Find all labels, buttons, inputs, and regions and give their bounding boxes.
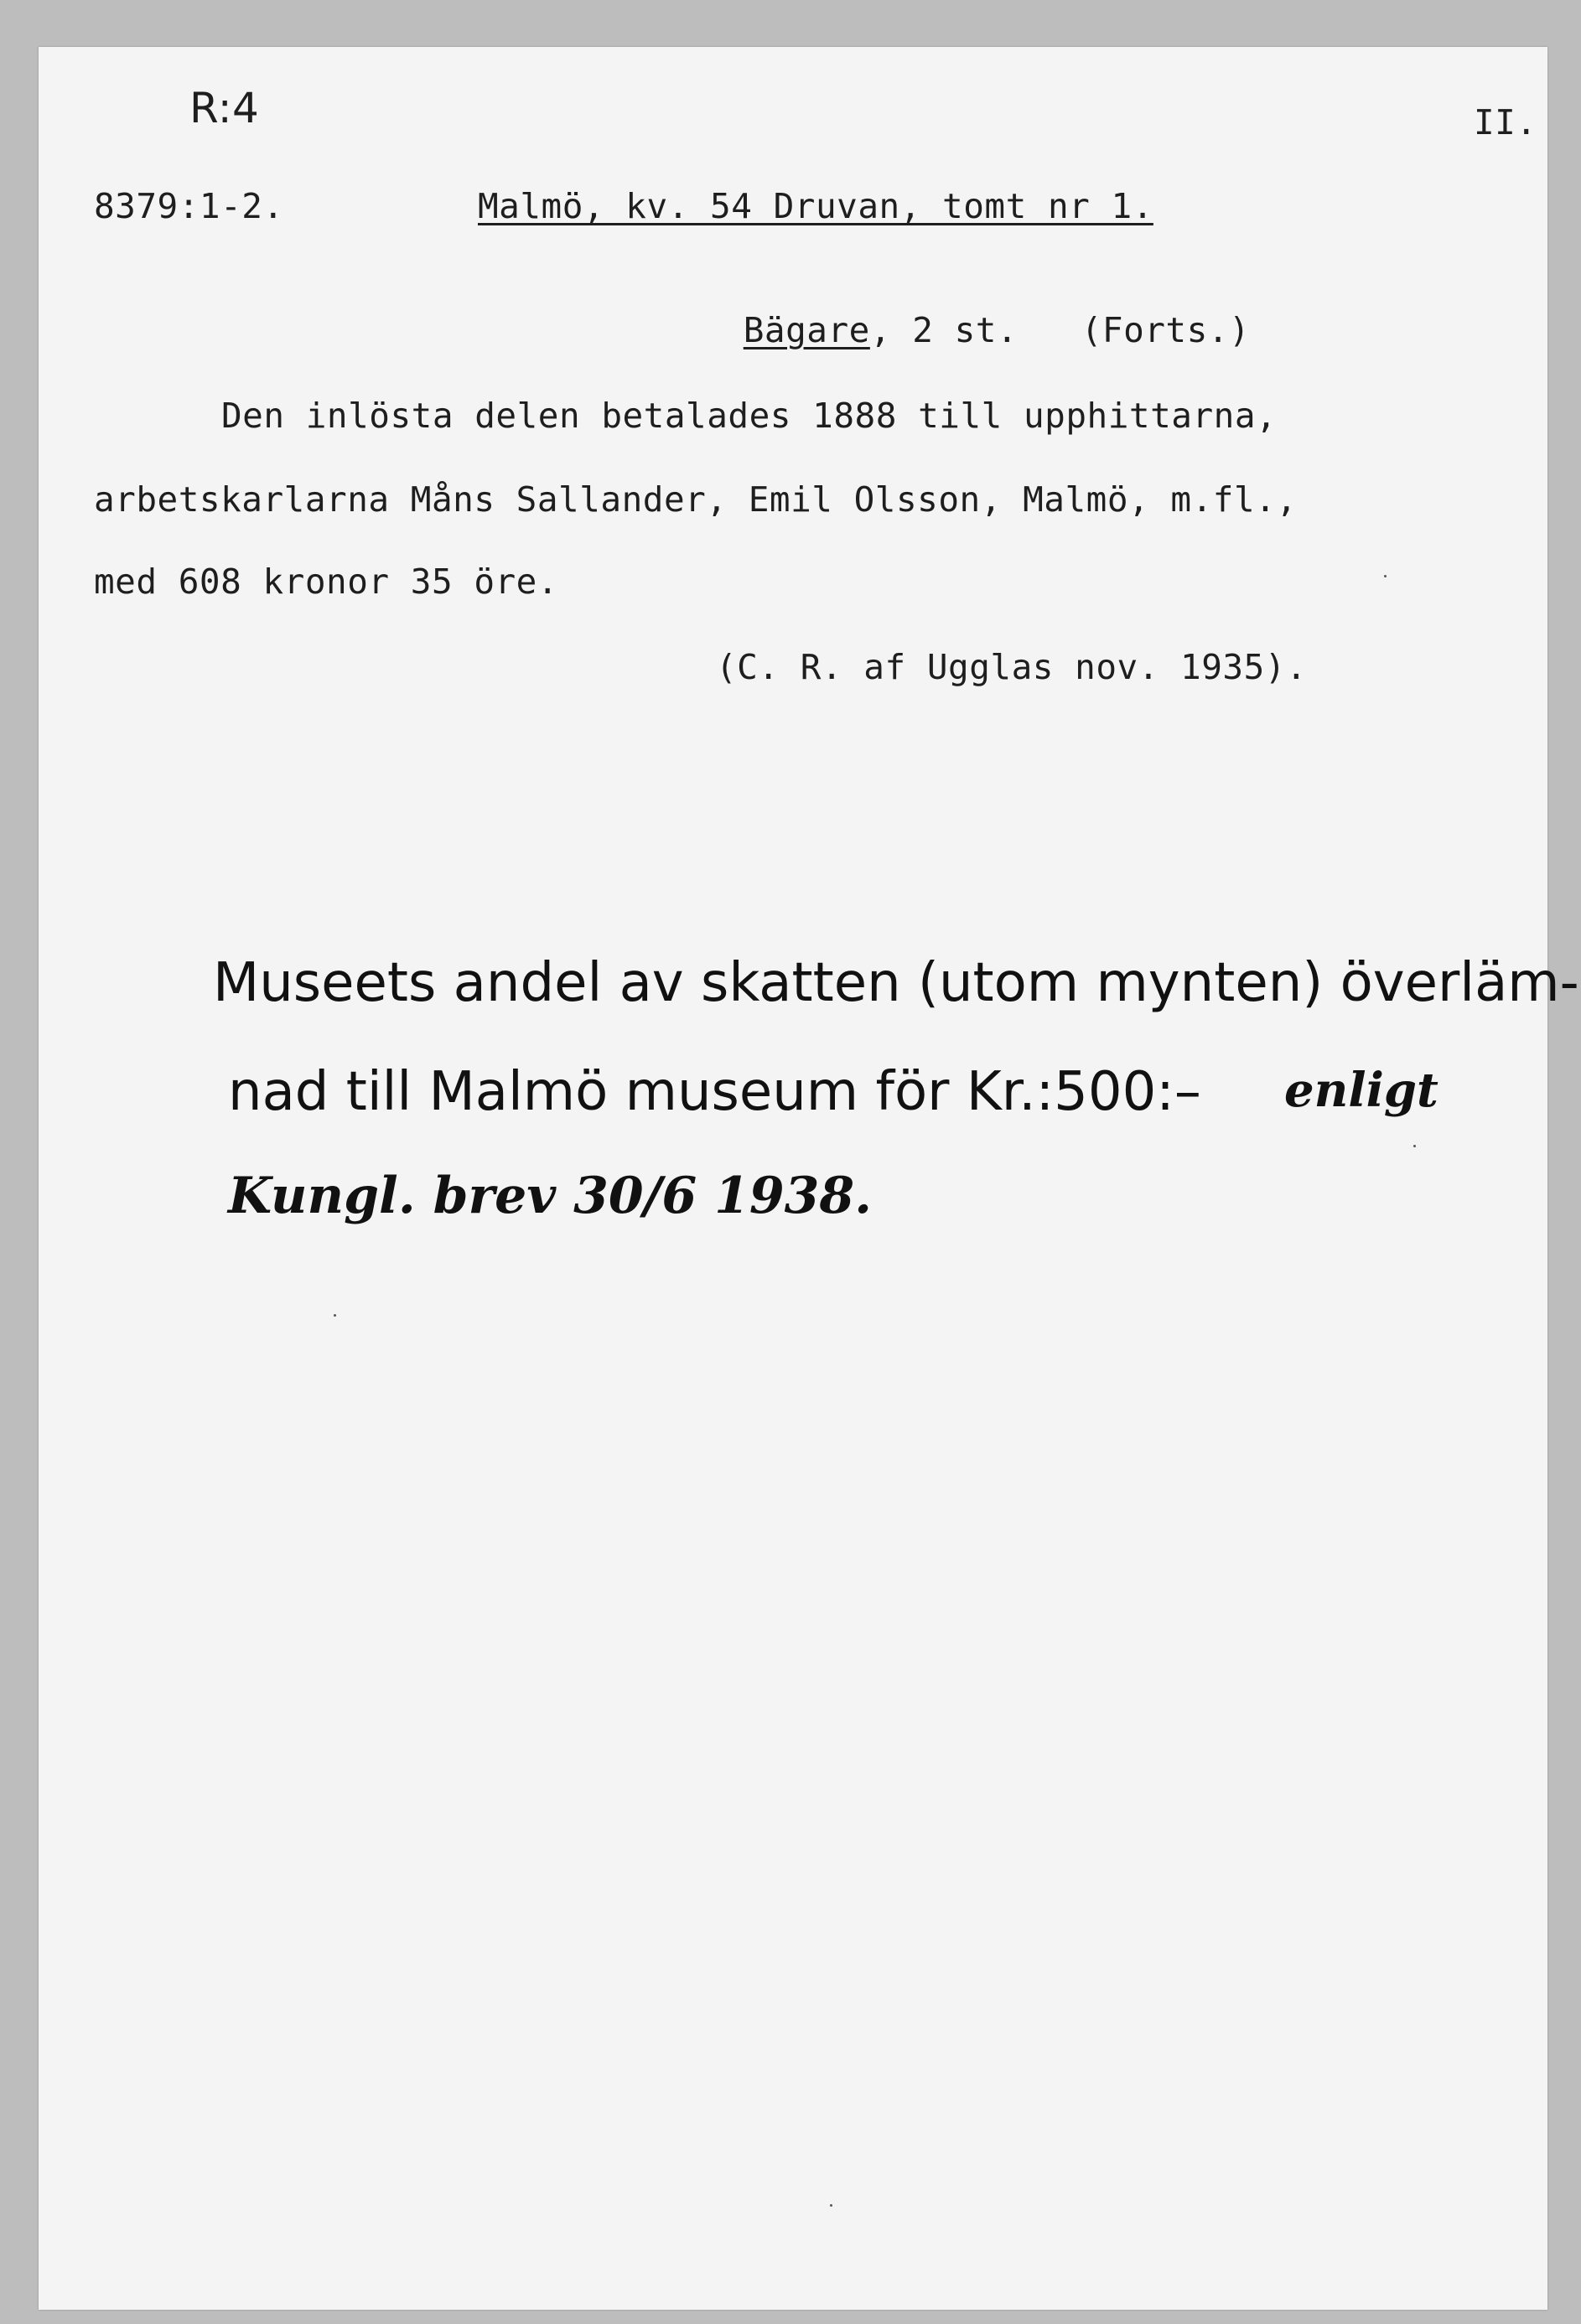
object-heading	[659, 270, 1250, 391]
object-name: Bägare	[743, 310, 870, 350]
handwritten-note-ink-addition: enligt	[1284, 1063, 1438, 1118]
handwritten-note-line: Museets andel av skatten (utom mynten) överläm-	[213, 952, 1579, 1014]
find-location: Malmö, kv. 54 Druvan, tomt nr 1.	[478, 186, 1153, 226]
paper-speck	[830, 2204, 832, 2207]
paper-speck	[1384, 575, 1387, 577]
sheet-number: II.	[1474, 102, 1537, 142]
object-details: , 2 st. (Forts.)	[869, 310, 1251, 350]
catalog-card	[39, 47, 1579, 2310]
handwritten-note-line: nad till Malmö museum för Kr.:500:–	[228, 1061, 1201, 1123]
paper-speck	[334, 1314, 336, 1317]
body-line: arbetskarlarna Måns Sallander, Emil Olsson, Malmö, m.fl.,	[94, 479, 1298, 520]
paper-speck	[1413, 1145, 1416, 1147]
body-line: Den inlösta delen betalades 1888 till upphittarna,	[221, 396, 1278, 436]
inventory-number: 8379:1-2.	[94, 186, 284, 226]
body-line: med 608 kronor 35 öre.	[94, 562, 559, 602]
shelf-mark: R:4	[189, 84, 260, 132]
handwritten-note-ink-addition: Kungl. brev 30/6 1938.	[228, 1167, 873, 1225]
signature-line: (C. R. af Ugglas nov. 1935).	[716, 647, 1308, 687]
